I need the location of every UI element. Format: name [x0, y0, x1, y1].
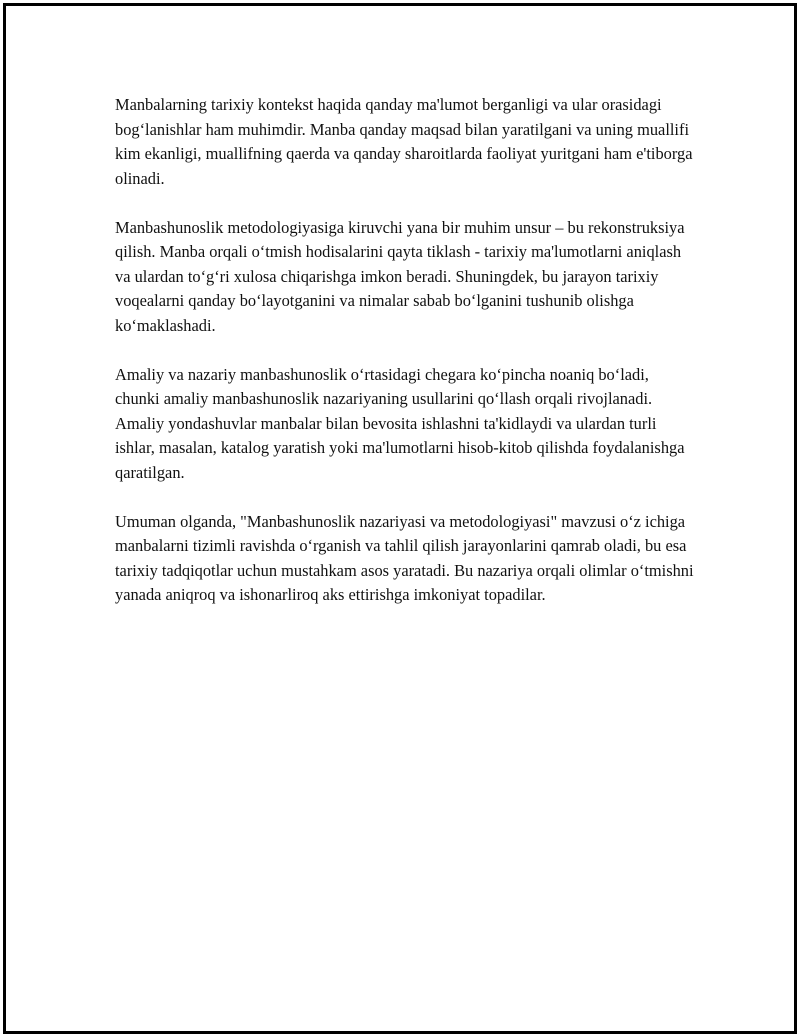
document-body	[115, 93, 695, 632]
paragraph-source-context: Manbalarning tarixiy kontekst haqida qanday ma'lumot berganligi va ular orasidagi bog‘lanishlar ham muhimdir. Manba qanday maqsad bilan yaratilgani va uning muallifi kim ekanligi, muallifning qaerda va qanday sharoitlarda faoliyat yuritgani ham e'tiborga olinadi.	[115, 95, 693, 188]
paragraph-conclusion: Umuman olganda, "Manbashunoslik nazariyasi va metodologiyasi" mavzusi o‘z ichiga manbalarni tizimli ravishda o‘rganish va tahlil qilish jarayonlarini qamrab oladi, bu esa tarixiy tadqiqotlar uchun mustahkam asos yaratadi. Bu nazariya orqali olimlar o‘tmishni yanada aniqroq va ishonarliroq aks ettirishga imkoniyat topadilar.	[115, 511, 694, 604]
paragraph-reconstruction: Manbashunoslik metodologiyasiga kiruvchi yana bir muhim unsur – bu rekonstruksiya qilish. Manba orqali o‘tmish hodisalarini qayta tiklash - tarixiy ma'lumotlarni aniqlash va ulardan to‘g‘ri xulosa chiqarishga imkon beradi. Shuningdek, bu jarayon tarixiy voqealarni qanday bo‘layotganini va nimalar sabab bo‘lganini tushunib olishga ko‘maklashadi.	[115, 217, 685, 335]
paragraph-applied-theoretical: Amaliy va nazariy manbashunoslik o‘rtasidagi chegara ko‘pincha noaniq bo‘ladi, chunki amaliy manbashunoslik nazariyaning usullarini qo‘llash orqali rivojlanadi. Amaliy yondashuvlar manbalar bilan bevosita ishlashni ta'kidlaydi va ulardan turli ishlar, masalan, katalog yaratish yoki ma'lumotlarni hisob-kitob qilishda foydalanishga qaratilgan.	[115, 364, 685, 482]
